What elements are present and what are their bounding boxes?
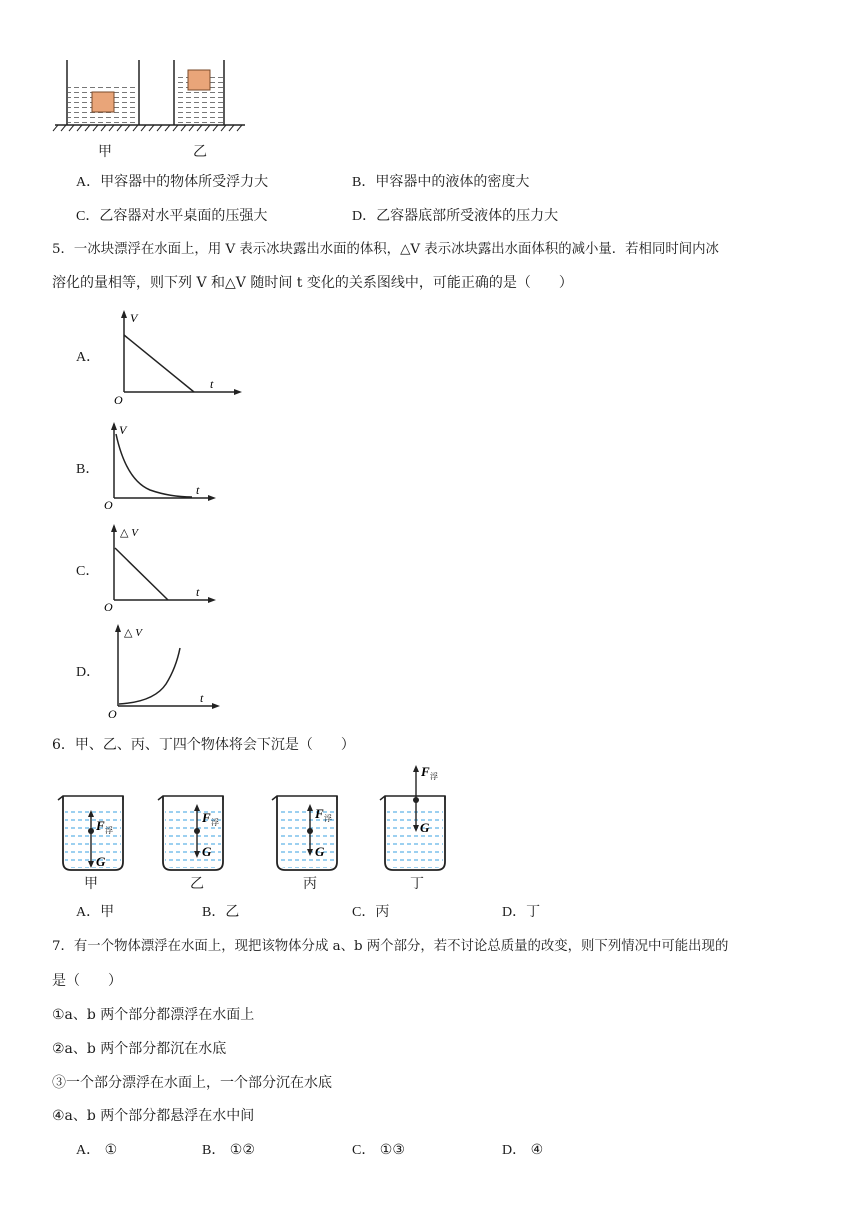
svg-text:F: F [421, 764, 430, 779]
svg-text:G: G [202, 844, 212, 859]
svg-text:F: F [315, 806, 324, 821]
svg-text:F: F [202, 810, 211, 825]
q4-option-c: C．乙容器对水平桌面的压强大 [76, 208, 268, 224]
svg-text:浮: 浮 [105, 826, 113, 835]
svg-text:G: G [96, 854, 106, 869]
q6-option-c: C．丙 [352, 904, 390, 920]
q4-option-a: A．甲容器中的物体所受浮力大 [76, 174, 269, 190]
beaker-jia [58, 796, 123, 870]
svg-text:△ V: △ V [124, 627, 142, 639]
q4-containers-figure [50, 55, 250, 135]
beaker-bing [272, 796, 337, 870]
svg-text:t: t [210, 377, 214, 391]
q6-option-a: A．甲 [76, 904, 115, 920]
svg-text:t: t [196, 483, 200, 497]
q6-beaker-label-yi: 乙 [190, 876, 204, 892]
svg-text:△ V: △ V [120, 527, 138, 539]
graph-a-line [124, 335, 194, 392]
q5-graph-c [100, 522, 220, 612]
svg-text:O: O [104, 600, 113, 612]
q6-beaker-label-jia: 甲 [84, 876, 98, 892]
graph-b-curve [116, 434, 192, 497]
q7-stem-line1: 7．有一个物体漂浮在水面上，现把该物体分成 a、b 两个部分，若不讨论总质量的改变，则下列情况中可能出现的 [52, 939, 729, 954]
q6-beaker-label-ding: 丁 [410, 876, 424, 892]
svg-text:V: V [119, 423, 127, 437]
graph-d-curve [119, 648, 180, 704]
q4-option-b: B．甲容器中的液体的密度大 [352, 174, 530, 190]
q7-stem-line2: 是（ ） [52, 973, 122, 989]
beaker-ding [380, 764, 445, 870]
svg-text:O: O [114, 393, 123, 407]
q7-option-b: B． ①② [202, 1142, 255, 1158]
svg-text:G: G [315, 844, 325, 859]
q6-beakers-figure [50, 760, 470, 895]
q7-item-4: ④a、b 两个部分都悬浮在水中间 [52, 1108, 255, 1124]
q7-option-d: D． ④ [502, 1142, 544, 1158]
svg-text:浮: 浮 [211, 818, 219, 827]
svg-text:V: V [130, 311, 138, 325]
q5-graph-a [110, 308, 245, 408]
svg-text:浮: 浮 [430, 772, 438, 781]
svg-text:O: O [108, 707, 117, 720]
svg-text:G: G [420, 820, 430, 835]
container-jia [67, 60, 139, 125]
q5-stem-line2: 溶化的量相等，则下列 V 和△V 随时间 t 变化的关系图线中，可能正确的是（ ） [52, 275, 573, 291]
q5-graph-b [100, 420, 220, 510]
q5-stem-line1: 5．一冰块漂浮在水面上，用 V 表示冰块露出水面的体积，△V 表示冰块露出水面体积的减小量．若相同时间内冰 [52, 242, 719, 257]
q7-item-1: ①a、b 两个部分都漂浮在水面上 [52, 1007, 255, 1023]
q5-option-b-letter: B． [76, 462, 100, 477]
q4-label-yi: 乙 [193, 144, 207, 160]
q5-option-c-letter: C． [76, 564, 100, 579]
q6-stem: 6．甲、乙、丙、丁四个物体将会下沉是（ ） [52, 737, 355, 753]
svg-text:t: t [196, 585, 200, 599]
q7-option-c: C． ①③ [352, 1142, 405, 1158]
q6-beaker-label-bing: 丙 [303, 876, 317, 892]
q6-option-b: B．乙 [202, 904, 240, 920]
q5-option-d-letter: D． [76, 665, 101, 680]
q4-label-jia: 甲 [98, 144, 112, 160]
graph-c-line [115, 548, 168, 600]
container-yi [174, 60, 224, 125]
beaker-yi [158, 796, 223, 870]
svg-text:浮: 浮 [324, 814, 332, 823]
q5-graph-d [104, 622, 224, 720]
svg-text:t: t [200, 691, 204, 705]
q7-item-3: ③一个部分漂浮在水面上，一个部分沉在水底 [52, 1075, 332, 1091]
svg-text:F: F [96, 818, 105, 833]
q4-option-d: D．乙容器底部所受液体的压力大 [352, 208, 559, 224]
q7-item-2: ②a、b 两个部分都沉在水底 [52, 1041, 227, 1057]
svg-text:O: O [104, 498, 113, 510]
q5-option-a-letter: A． [76, 350, 101, 365]
q7-option-a: A． ① [76, 1142, 118, 1158]
q6-option-d: D．丁 [502, 904, 541, 920]
